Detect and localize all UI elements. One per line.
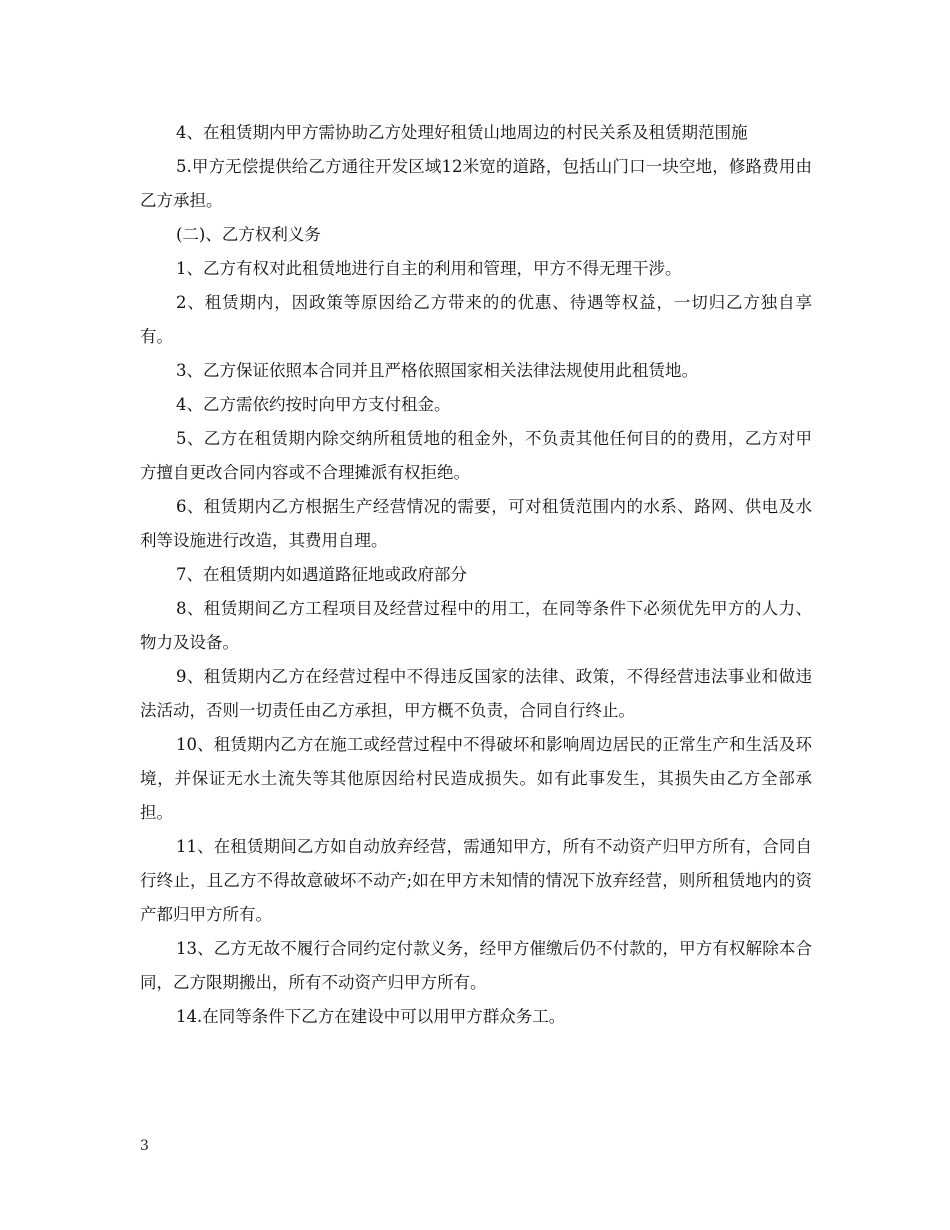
clause-paragraph: 4、乙方需依约按时向甲方支付租金。 bbox=[176, 395, 451, 414]
clause-paragraph: 11、在租赁期间乙方如自动放弃经营，需通知甲方，所有不动资产归甲方所有，合同自行终止，且乙方不得故意破坏不动产;如在甲方未知情的情况下放弃经营，则所租赁地内的资产都归甲方所有。 bbox=[140, 837, 812, 924]
clause-paragraph: 5.甲方无偿提供给乙方通往开发区域12米宽的道路，包括山门口一块空地，修路费用由乙方承担。 bbox=[140, 157, 812, 210]
clause-paragraph: 13、乙方无故不履行合同约定付款义务，经甲方催缴后仍不付款的，甲方有权解除本合同，乙方限期搬出，所有不动资产归甲方所有。 bbox=[140, 939, 812, 992]
clause-paragraph: 5、乙方在租赁期内除交纳所租赁地的租金外，不负责其他任何目的的费用，乙方对甲方擅自更改合同内容或不合理摊派有权拒绝。 bbox=[140, 429, 812, 482]
clause-paragraph: 14.在同等条件下乙方在建设中可以用甲方群众务工。 bbox=[176, 1007, 566, 1026]
clause-paragraph: 3、乙方保证依照本合同并且严格依照国家相关法律法规使用此租赁地。 bbox=[176, 361, 698, 380]
clause-paragraph: 10、租赁期内乙方在施工或经营过程中不得破坏和影响周边居民的正常生产和生活及环境，并保证无水土流失等其他原因给村民造成损失。如有此事发生，其损失由乙方全部承担。 bbox=[140, 735, 812, 822]
section-heading: (二)、乙方权利义务 bbox=[176, 225, 321, 244]
clause-paragraph: 6、租赁期内乙方根据生产经营情况的需要，可对租赁范围内的水系、路网、供电及水利等设施进行改造，其费用自理。 bbox=[140, 497, 812, 550]
clause-paragraph: 1、乙方有权对此租赁地进行自主的利用和管理，甲方不得无理干涉。 bbox=[176, 259, 682, 278]
clause-paragraph: 7、在租赁期内如遇道路征地或政府部分 bbox=[176, 565, 467, 584]
clause-paragraph: 9、租赁期内乙方在经营过程中不得违反国家的法律、政策，不得经营违法事业和做违法活动，否则一切责任由乙方承担，甲方概不负责，合同自行终止。 bbox=[140, 667, 812, 720]
page-number: 3 bbox=[140, 1138, 149, 1154]
clause-paragraph: 8、租赁期间乙方工程项目及经营过程中的用工，在同等条件下必须优先甲方的人力、物力及设备。 bbox=[140, 599, 812, 652]
clause-paragraph: 2、租赁期内，因政策等原因给乙方带来的的优惠、待遇等权益，一切归乙方独自享有。 bbox=[140, 293, 812, 346]
clause-paragraph: 4、在租赁期内甲方需协助乙方处理好租赁山地周边的村民关系及租赁期范围施 bbox=[176, 123, 748, 142]
document-body bbox=[140, 116, 812, 1034]
